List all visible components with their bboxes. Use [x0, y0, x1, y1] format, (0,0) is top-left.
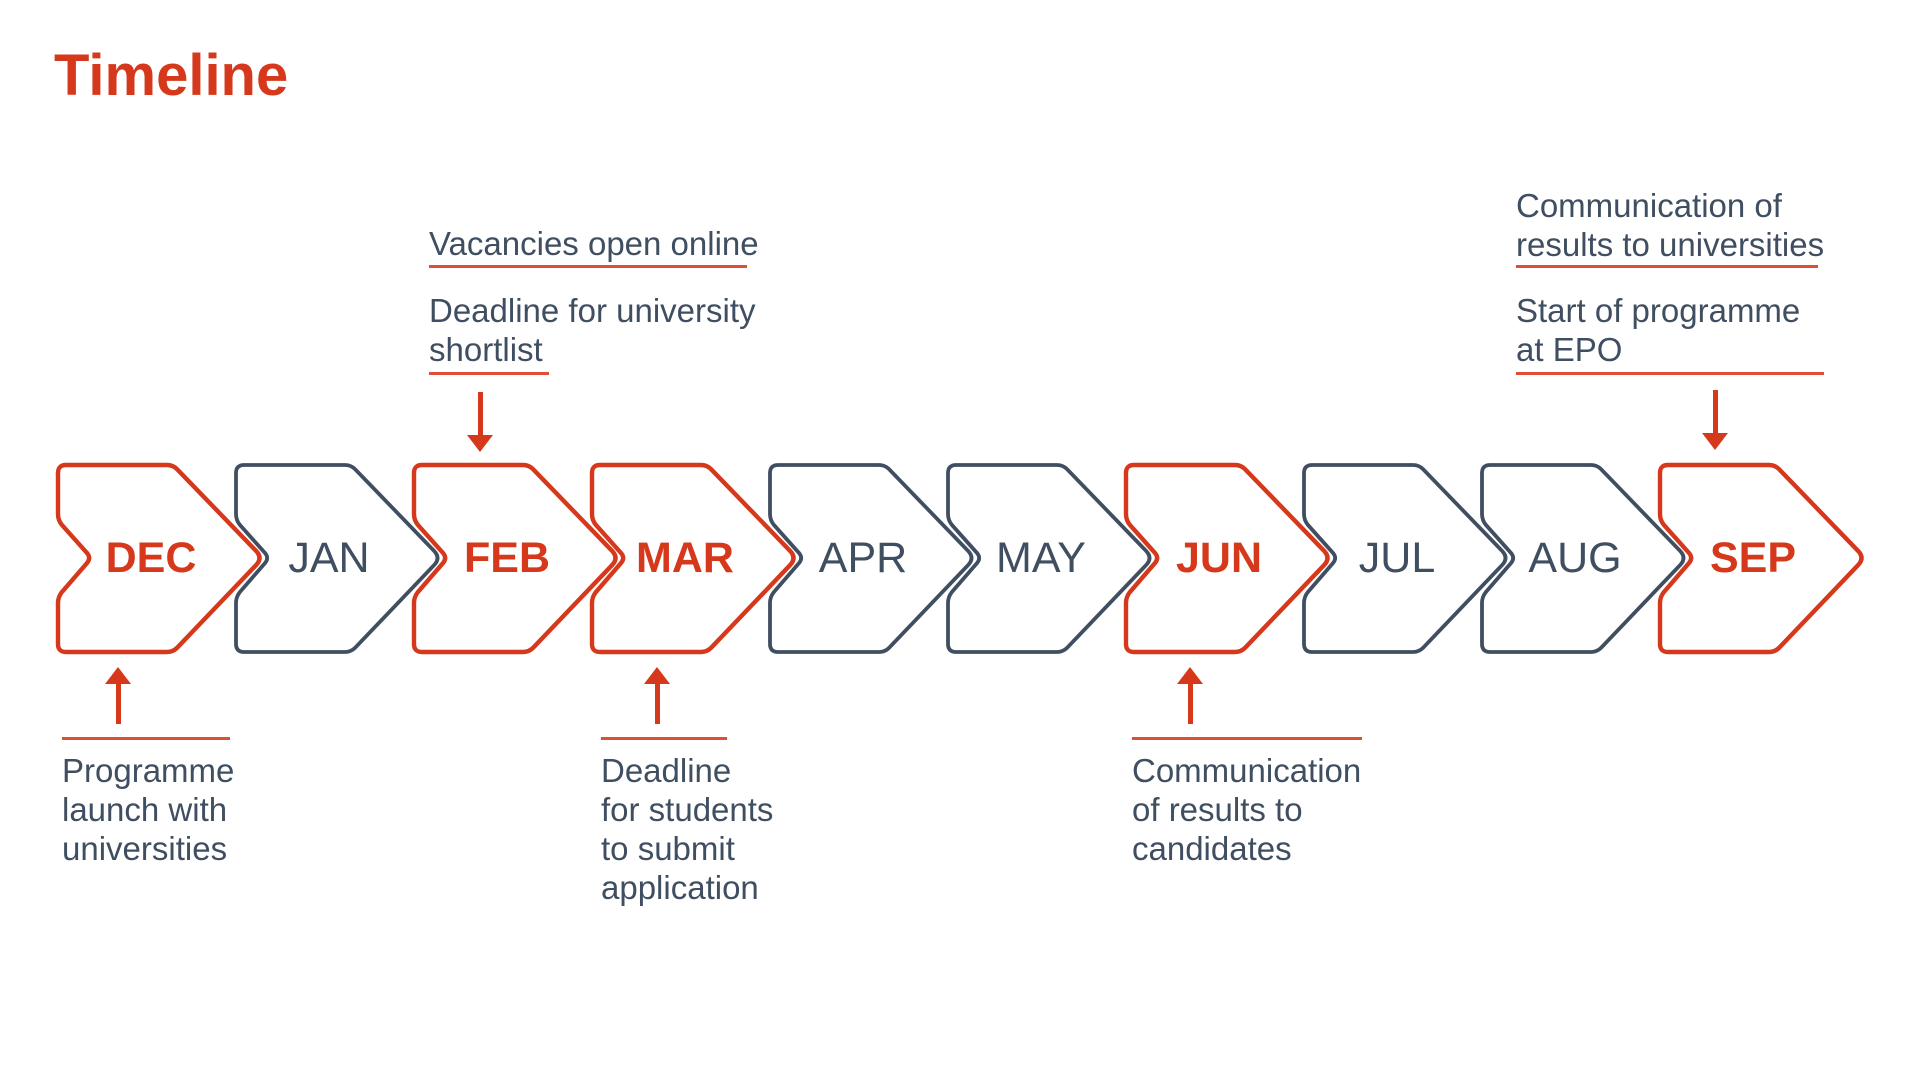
arrow-shaft	[655, 684, 660, 724]
month-label: AUG	[1528, 534, 1622, 582]
month-label: DEC	[105, 534, 197, 582]
annotation-feb-deadline	[429, 291, 756, 369]
month-label: SEP	[1709, 534, 1797, 582]
month-chevron-sep	[1657, 462, 1869, 656]
red-underline	[62, 737, 230, 740]
red-underline	[1132, 737, 1362, 740]
annotation-line: candidates	[1132, 830, 1292, 867]
arrow-shaft	[1713, 390, 1718, 433]
annotation-line: application	[601, 869, 759, 906]
annotation-line: Start of programme	[1516, 292, 1801, 329]
annotation-dec-launch	[62, 751, 234, 868]
down-arrow-icon	[1702, 390, 1728, 450]
red-underline	[1516, 372, 1824, 375]
month-label: FEB	[464, 534, 550, 582]
annotation-line: launch with	[62, 791, 228, 828]
annotation-line: Vacancies open online	[429, 225, 759, 262]
red-underline	[1516, 265, 1818, 268]
arrow-head	[1702, 433, 1728, 450]
up-arrow-icon	[105, 667, 131, 724]
down-arrow-icon	[467, 392, 493, 452]
annotation-line: for students	[601, 791, 774, 828]
arrow-head	[105, 667, 131, 684]
annotation-line: Programme	[62, 752, 235, 789]
month-label: JUL	[1358, 534, 1436, 582]
annotation-sep-results	[1516, 186, 1824, 264]
annotation-line: to submit	[601, 830, 735, 867]
arrow-shaft	[478, 392, 483, 435]
annotation-sep-start	[1516, 291, 1800, 369]
arrow-shaft	[116, 684, 121, 724]
page-title: Timeline	[54, 43, 289, 108]
red-underline	[429, 265, 747, 268]
month-label: MAR	[636, 534, 734, 582]
arrow-head	[1177, 667, 1203, 684]
annotation-line: universities	[62, 830, 228, 867]
up-arrow-icon	[644, 667, 670, 724]
month-label: APR	[818, 534, 908, 582]
annotation-line: at EPO	[1516, 331, 1623, 368]
annotation-line: Deadline for university	[429, 292, 756, 329]
annotation-feb-vacancies	[429, 224, 759, 263]
annotation-jun-results	[1132, 751, 1361, 868]
month-label: JUN	[1175, 534, 1263, 582]
red-underline	[601, 737, 727, 740]
annotation-line: Deadline	[601, 752, 732, 789]
arrow-head	[644, 667, 670, 684]
month-label: MAY	[996, 534, 1086, 582]
annotation-line: Communication	[1132, 752, 1362, 789]
arrow-head	[467, 435, 493, 452]
month-label: JAN	[288, 534, 370, 582]
annotation-line: of results to	[1132, 791, 1303, 828]
annotation-line: shortlist	[429, 331, 543, 368]
up-arrow-icon	[1177, 667, 1203, 724]
red-underline	[429, 372, 549, 375]
arrow-shaft	[1188, 684, 1193, 724]
annotation-mar-deadline	[601, 751, 773, 907]
annotation-line: Communication of	[1516, 187, 1782, 224]
annotation-line: results to universities	[1516, 226, 1825, 263]
